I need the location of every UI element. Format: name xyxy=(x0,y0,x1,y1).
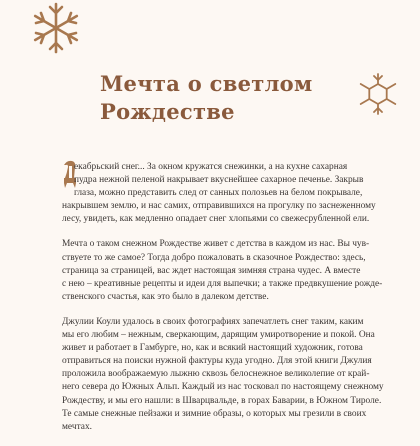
text-line: Мечта о таком снежном Рождестве живет с детства в каждом из нас. Вы чув- xyxy=(62,239,370,250)
text-line: лесу, увидеть, как медленно опадает снег хлопьями со свежесрубленной ели. xyxy=(62,214,370,225)
drop-cap-letter xyxy=(62,159,63,160)
text-line: с нею – креативные рецепты и идеи для выпечки; а также предвкушение рожде- xyxy=(62,278,383,289)
chapter-title-line: Мечта о светлом xyxy=(100,71,313,96)
text-line: екабрьский снег... За окном кружатся снежинки, а на кухне сахарная xyxy=(74,162,348,172)
text-line: мы его любим – нежным, сверкающим, дарящим умиротворение и покой. Она xyxy=(62,330,375,341)
chapter-title xyxy=(100,70,350,126)
text-line: отправиться на поиски нужной фактуры куда угодно. Для этой книги Джулия xyxy=(62,356,372,367)
text-line: живет и работает в Гамбурге, но, как и всякий настоящий художник, готова xyxy=(62,343,363,354)
text-line: мечтах. xyxy=(62,421,92,432)
chapter-title-line: Рождестве xyxy=(100,99,235,124)
snowflake-icon xyxy=(30,0,82,56)
text-line: него севера до Южных Альп. Каждый из нас тосковал по настоящему снежному xyxy=(62,382,384,393)
body-text xyxy=(62,161,418,446)
text-line: ственского счастья, как это было в далеком детстве. xyxy=(62,291,269,302)
paragraph xyxy=(62,238,418,303)
text-line: Рождеству, и мы его нашли: в Шварцвальде, в горах Баварии, в Южном Тироле. xyxy=(62,395,382,406)
text-line: глаза, можно представить след от санных полозьев на белом покрывале, xyxy=(74,188,363,199)
text-line: страница за страницей, вас ждет настоящая зимняя страна чудес. А вместе xyxy=(62,265,361,276)
text-line: Джулии Коули удалось в своих фотографиях запечатлеть снег таким, каким xyxy=(62,316,364,327)
text-line: проложила воображаемую лыжню сквозь белоснежное великолепие от край- xyxy=(62,369,370,380)
text-line: ствуете то же самое? Тогда добро пожаловать в сказочное Рождество: здесь, xyxy=(62,252,366,263)
paragraph xyxy=(62,316,418,434)
text-line: накрывшем землю, и нас самих, отправившихся на прогулку по заснеженному xyxy=(62,201,376,212)
text-line: Те самые снежные пейзажи и зимние образы, о которых мы грезили в своих xyxy=(62,408,367,419)
paragraph xyxy=(62,161,418,226)
text-line: пудра нежной пеленой накрывает вкуснейшее сахарное печенье. Закрыв xyxy=(74,175,364,186)
snowflake-icon xyxy=(356,72,400,116)
